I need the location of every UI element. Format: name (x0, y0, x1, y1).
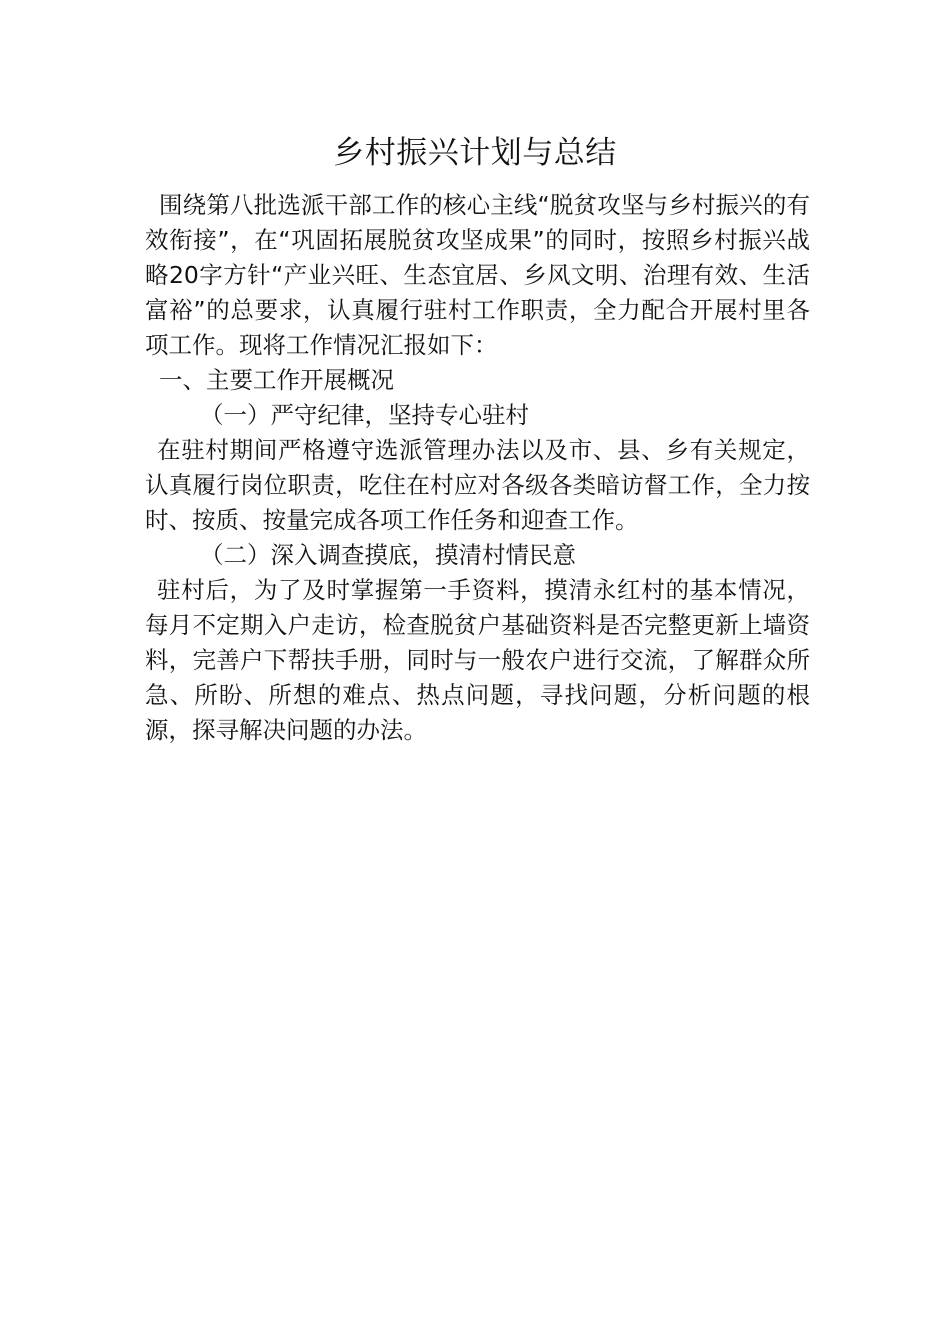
subsection-heading-2: （二）深入调查摸底，摸清村情民意 (200, 541, 576, 569)
document-title: 乡村振兴计划与总结 (333, 135, 617, 171)
subsection-paragraph-2: 驻村后，为了及时掌握第一手资料，摸清永红村的基本情况，每月不定期入户走访，检查脱贫户基础资料是否完整更新上墙资料，完善户下帮扶手册，同时与一般农户进行交流，了解群众所急、所盼、所想的难点、热点问题，寻找问题，分析问题的根源，探寻解决问题的办法。 (145, 576, 810, 744)
intro-paragraph: 围绕第八批选派干部工作的核心主线“脱贫攻坚与乡村振兴的有效衔接”，在“巩固拓展脱贫攻坚成果”的同时，按照乡村振兴战略20字方针“产业兴旺、生态宜居、乡风文明、治理有效、生活富裕”的总要求，认真履行驻村工作职责，全力配合开展村里各项工作。现将工作情况汇报如下： (145, 191, 810, 359)
section-heading: 一、主要工作开展概况 (159, 366, 394, 394)
subsection-paragraph-1: 在驻村期间严格遵守选派管理办法以及市、县、乡有关规定，认真履行岗位职责，吃住在村应对各级各类暗访督工作，全力按时、按质、按量完成各项工作任务和迎查工作。 (145, 436, 810, 534)
document-body (145, 188, 810, 748)
subsection-heading-1: （一）严守纪律，坚持专心驻村 (200, 401, 529, 429)
